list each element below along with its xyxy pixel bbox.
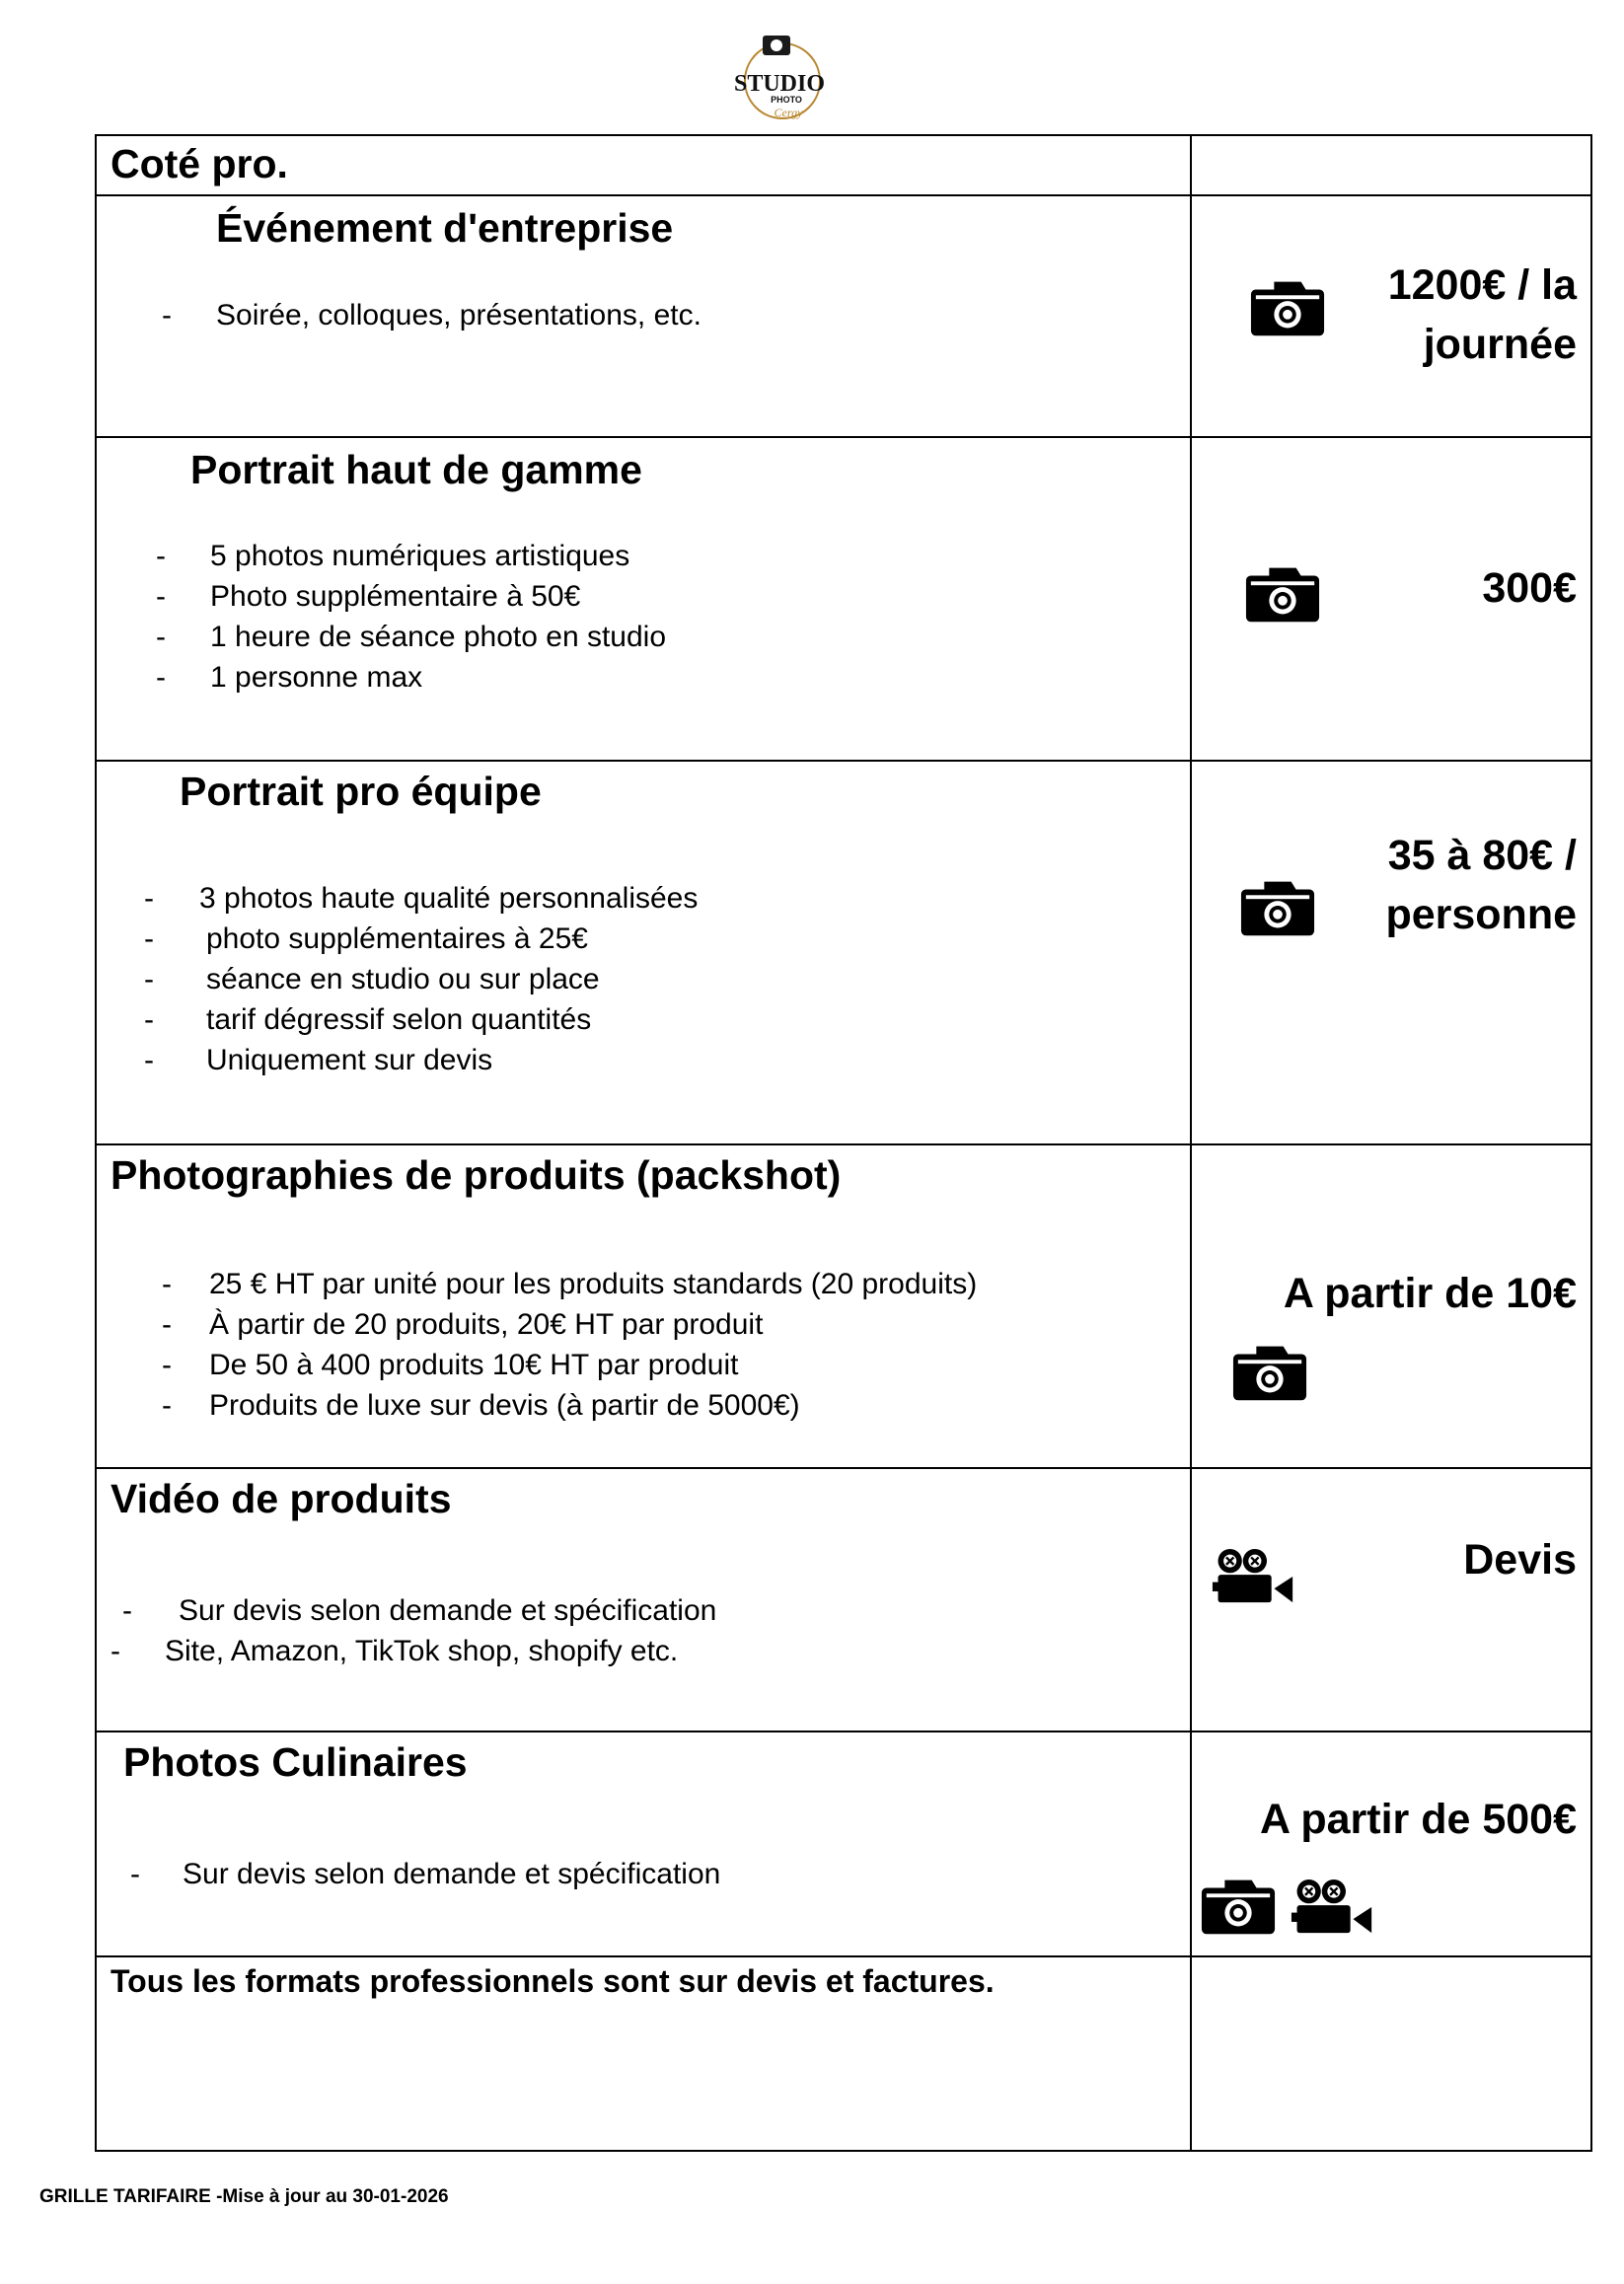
bullet-dash: - [111,1635,120,1667]
price-cell [1191,1144,1591,1468]
service-title: Photographies de produits (packshot) [111,1152,842,1198]
service-title: Événement d'entreprise [216,205,674,251]
camera-icon [1200,1874,1277,1937]
bullet-dash: - [130,1858,140,1890]
service-list [111,1590,716,1671]
list-item: - 3 photos haute qualité personnalisées [144,878,698,919]
service-cell [96,1468,1191,1731]
service-cell [96,1144,1191,1468]
footnote-cell [96,1956,1191,2151]
price: Devis [1463,1536,1577,1584]
bullet-dash: - [162,1268,172,1300]
price: A partir de 500€ [1259,1796,1577,1843]
service-list [144,878,698,1080]
table-row [96,1144,1591,1468]
header-empty-cell [1191,135,1591,195]
studio-logo [725,30,834,123]
footnote-text: Tous les formats professionnels sont sur devis et factures. [111,1963,995,1999]
list-item: - 1 heure de séance photo en studio [156,617,666,657]
list-item: - Sur devis selon demande et spécification [122,1590,716,1631]
bullet-dash: - [162,1308,172,1341]
service-list [162,1264,977,1426]
service-list [130,1854,720,1894]
bullet-dash: - [162,299,172,332]
table-row [96,1731,1591,1956]
list-item: - Sur devis selon demande et spécification [130,1854,720,1894]
service-cell [96,1731,1191,1956]
list-item: - De 50 à 400 produits 10€ HT par produit [162,1345,977,1385]
service-title: Vidéo de produits [111,1476,452,1521]
video-camera-icon [1291,1877,1373,1938]
bullet-dash: - [144,882,154,915]
bullet-dash: - [156,580,166,613]
table-row [96,195,1591,437]
header-row [96,135,1591,195]
camera-icon [1231,1340,1308,1403]
footnote-row [96,1956,1591,2151]
section-title: Coté pro. [111,141,288,186]
bullet-dash: - [144,1003,154,1036]
service-cell [96,437,1191,761]
service-cell [96,195,1191,437]
bullet-dash: - [156,540,166,572]
service-title: Portrait pro équipe [180,769,542,814]
price-cell [1191,761,1591,1144]
bullet-dash: - [156,621,166,653]
bullet-dash: - [122,1594,132,1627]
svg-text:PHOTO: PHOTO [771,95,802,105]
table-row [96,761,1591,1144]
bullet-dash: - [144,1044,154,1076]
service-list [162,295,701,335]
bullet-dash: - [162,1349,172,1381]
list-item: - Photo supplémentaire à 50€ [156,576,666,617]
service-list [156,536,666,698]
price-cell [1191,437,1591,761]
list-item: - À partir de 20 produits, 20€ HT par produit [162,1304,977,1345]
list-item: - Site, Amazon, TikTok shop, shopify etc. [111,1631,716,1671]
table-row [96,1468,1591,1731]
bullet-dash: - [144,922,154,955]
camera-icon [1244,561,1321,625]
service-title: Portrait haut de gamme [190,447,642,492]
footnote-empty-cell [1191,1956,1591,2151]
list-item: - Uniquement sur devis [144,1040,698,1080]
list-item: - Produits de luxe sur devis (à partir de 5000€) [162,1385,977,1426]
header-cell [96,135,1191,195]
bullet-dash: - [162,1389,172,1422]
price-cell [1191,1731,1591,1956]
list-item: - Soirée, colloques, présentations, etc. [162,295,701,335]
svg-text:Cergy: Cergy [774,106,803,119]
list-item: - 5 photos numériques artistiques [156,536,666,576]
video-camera-icon [1212,1546,1294,1607]
camera-icon [1239,875,1316,938]
price: 1200€ / la journée [1387,261,1577,368]
price-table [95,134,1592,2152]
svg-text:STUDIO: STUDIO [733,71,826,97]
list-item: - photo supplémentaires à 25€ [144,919,698,959]
page-footer: GRILLE TARIFAIRE -Mise à jour au 30-01-2026 [39,2186,449,2207]
camera-icon [1249,275,1326,338]
service-cell [96,761,1191,1144]
list-item: - 1 personne max [156,657,666,698]
bullet-dash: - [156,661,166,694]
price: A partir de 10€ [1283,1270,1577,1317]
list-item: - séance en studio ou sur place [144,959,698,999]
table-row [96,437,1591,761]
price-cell [1191,195,1591,437]
list-item: - 25 € HT par unité pour les produits standards (20 produits) [162,1264,977,1304]
service-title: Photos Culinaires [123,1739,468,1785]
list-item: - tarif dégressif selon quantités [144,999,698,1040]
price: 300€ [1482,564,1577,612]
price-cell [1191,1468,1591,1731]
bullet-dash: - [144,963,154,995]
price: 35 à 80€ / personne [1385,832,1577,938]
